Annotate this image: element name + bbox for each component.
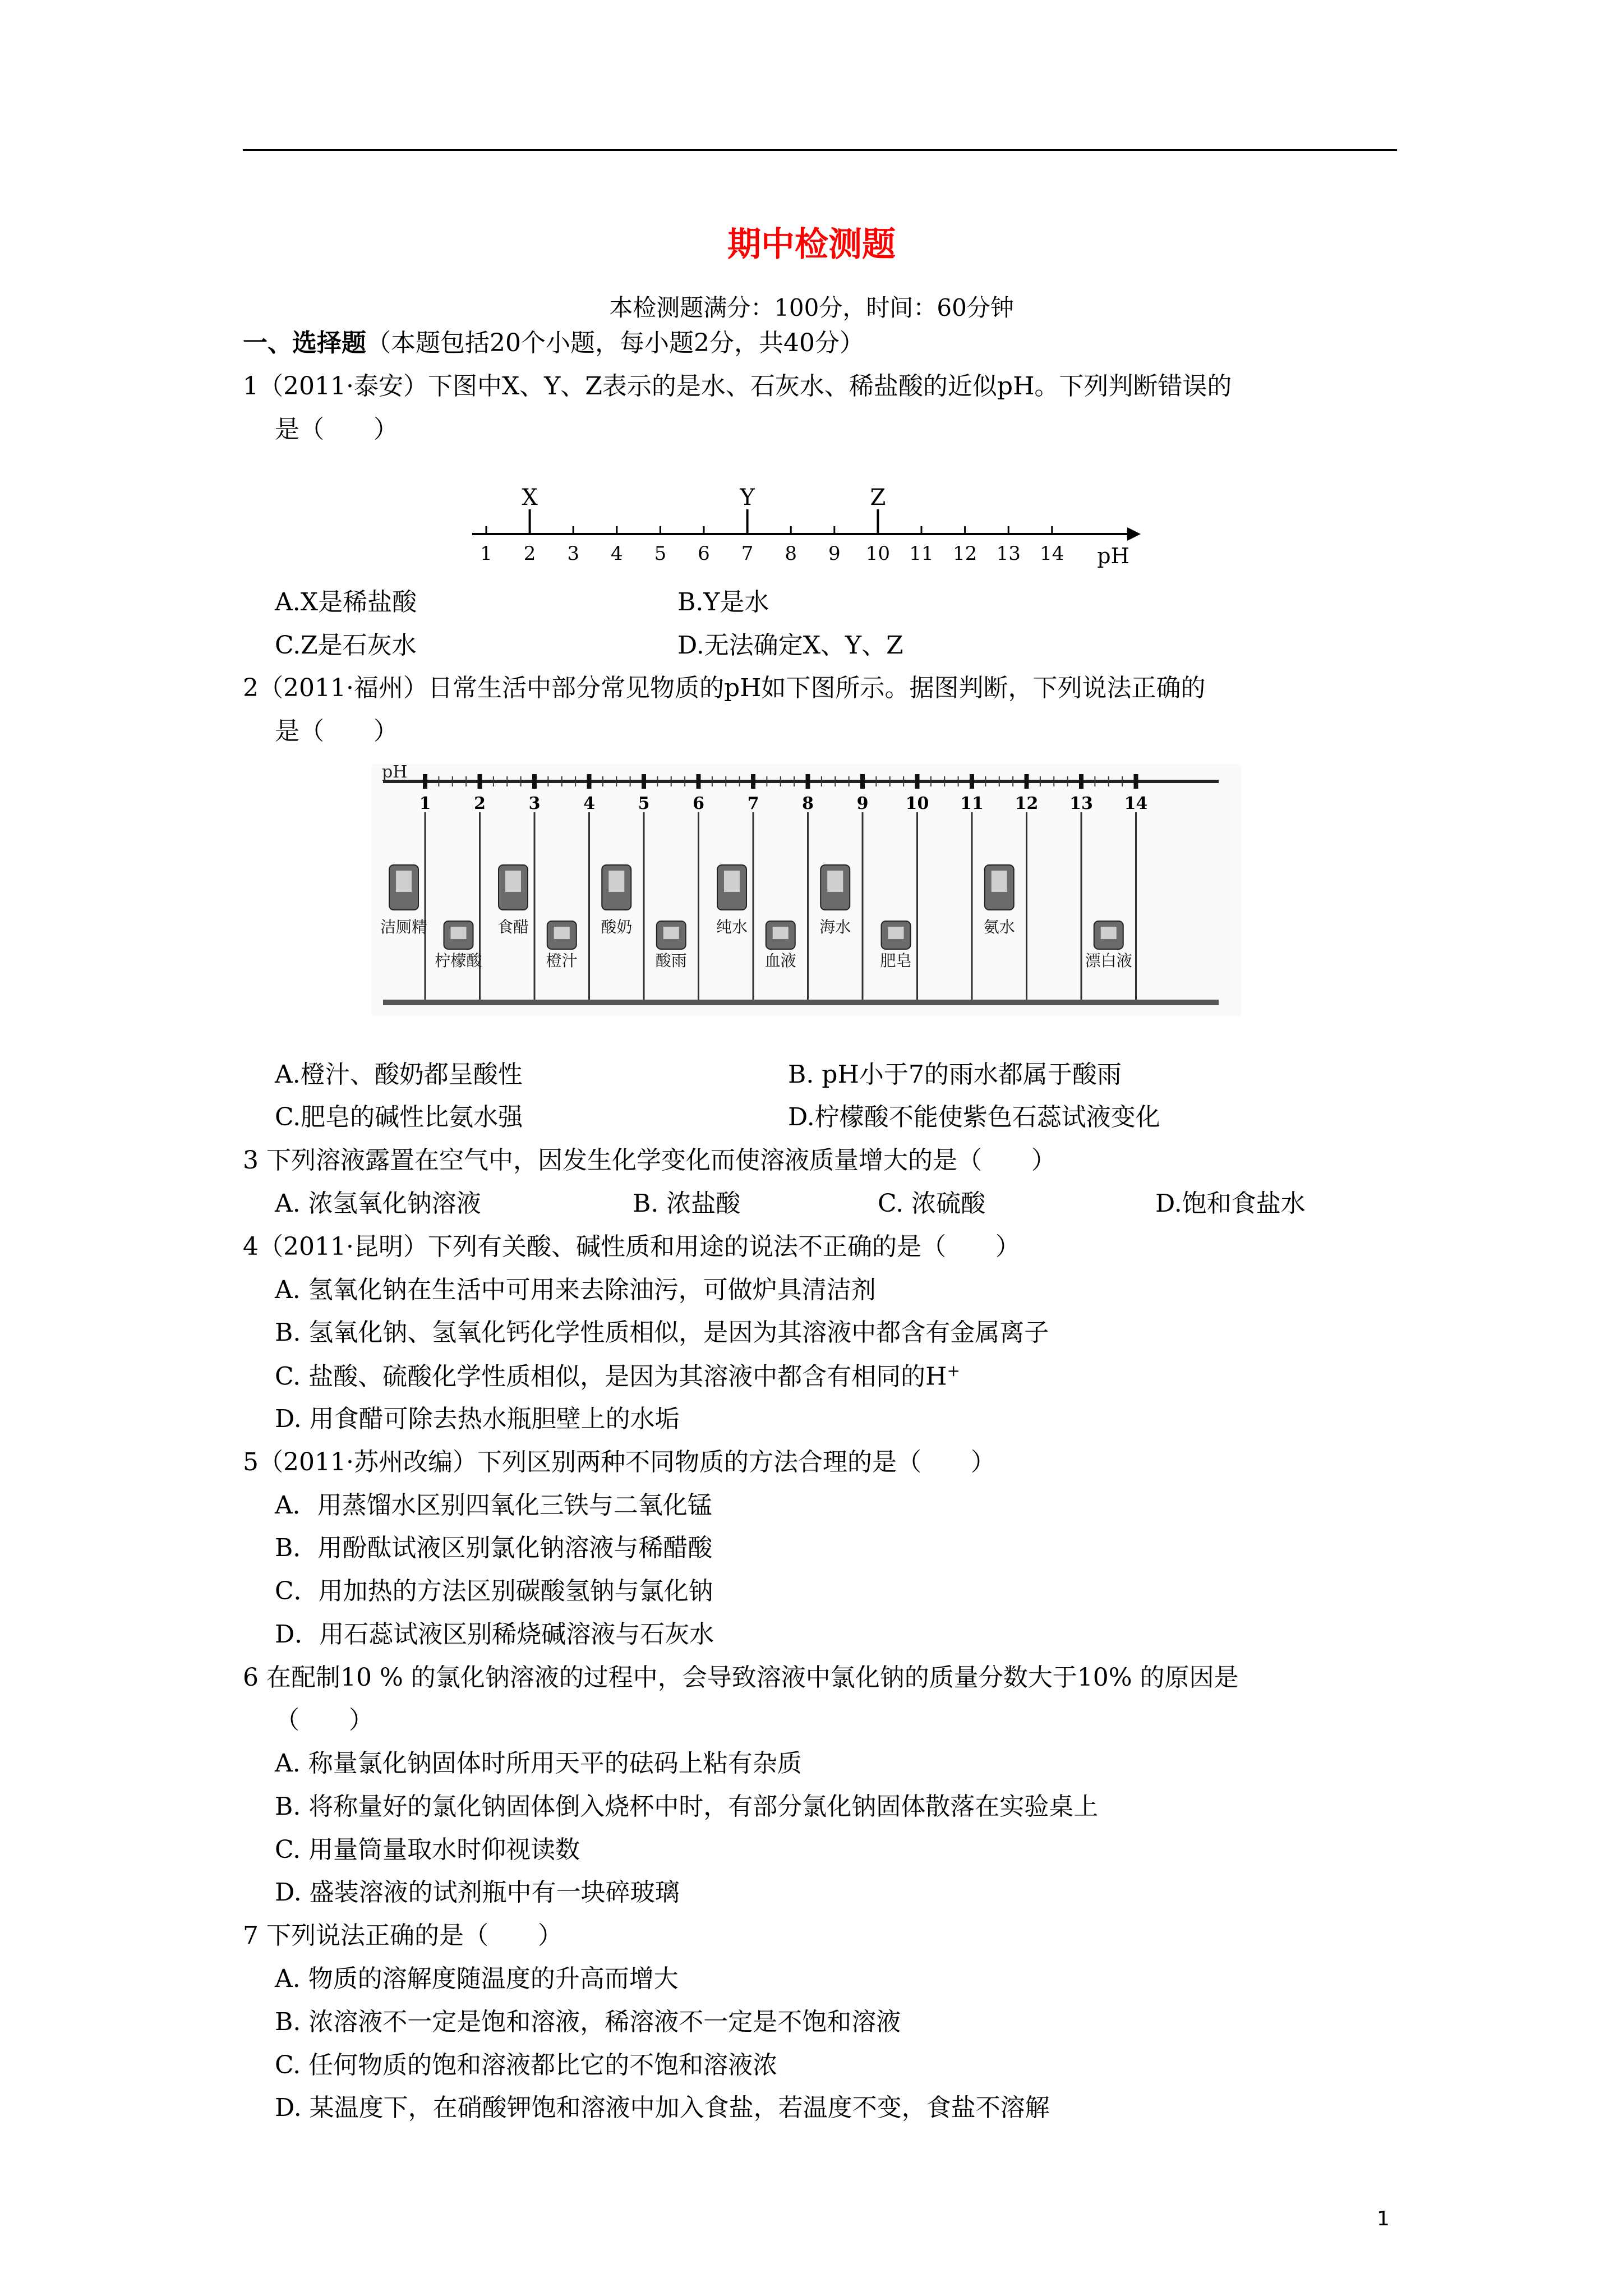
q1-tick-label: 2 <box>523 542 536 565</box>
q1-tick-label: 5 <box>654 542 667 565</box>
q2-tick-label: 7 <box>747 794 759 813</box>
q2-item-highlight <box>505 871 521 892</box>
q2-scale-axis <box>383 780 1219 783</box>
q6-option-c: C. 用量筒量取水时仰视读数 <box>275 1835 580 1864</box>
q2-scale-unit: pH <box>382 764 408 782</box>
q2-major-tick <box>915 774 920 789</box>
q2-ph-illustration <box>372 764 1241 1016</box>
q2-item-highlight <box>724 871 740 892</box>
q5-option-d: D．用石蕊试液区别稀烧碱溶液与石灰水 <box>275 1620 714 1649</box>
q2-item-label: 纯水 <box>716 918 748 936</box>
q2-tick-label: 13 <box>1069 794 1093 813</box>
q2-tick-label: 10 <box>905 794 929 813</box>
q2-major-tick <box>970 774 974 789</box>
q6-option-b: B. 将称量好的氯化钠固体倒入烧杯中时，有部分氯化钠固体散落在实验桌上 <box>275 1792 1099 1821</box>
q1-marker-label: Z <box>870 485 886 510</box>
q4-stem: 4（2011·昆明）下列有关酸、碱性质和用途的说法不正确的是（ ） <box>243 1232 1020 1261</box>
q2-major-tick <box>478 774 482 789</box>
q1-tick-label: 1 <box>480 542 492 565</box>
q2-item-highlight <box>827 871 843 892</box>
q2-option-c: C.肥皂的碱性比氨水强 <box>275 1103 523 1131</box>
q4-option-c-superscript: + <box>947 1361 960 1380</box>
q2-item <box>765 921 796 970</box>
q2-item-label: 酸雨 <box>655 951 687 970</box>
q2-item-label: 橙汁 <box>546 951 578 970</box>
q4-option-a: A. 氢氧化钠在生活中可用来去除油污，可做炉具清洁剂 <box>275 1276 876 1304</box>
q2-item-label: 洁厕精 <box>380 918 428 936</box>
q2-item <box>601 865 632 936</box>
q2-tick-label: 1 <box>419 794 431 813</box>
q2-item <box>984 865 1015 936</box>
q1-ph-scale <box>460 482 1144 578</box>
q2-tick-label: 4 <box>583 794 595 813</box>
q5-option-a: A．用蒸馏水区别四氧化三铁与二氧化锰 <box>275 1491 712 1520</box>
q2-major-tick <box>697 774 701 789</box>
q2-item-highlight <box>396 871 412 892</box>
q2-item-label: 漂白液 <box>1085 951 1132 970</box>
q2-tick-label: 2 <box>474 794 486 813</box>
q1-tick-label: 8 <box>785 542 797 565</box>
q6-option-a: A. 称量氯化钠固体时所用天平的砝码上粘有杂质 <box>275 1749 802 1778</box>
q1-scale-unit: pH <box>1097 544 1129 568</box>
q2-option-a: A.橙汁、酸奶都呈酸性 <box>275 1060 523 1089</box>
q6-option-d: D. 盛装溶液的试剂瓶中有一块碎玻璃 <box>275 1878 680 1907</box>
q2-major-tick <box>751 774 755 789</box>
q6-stem-line2: （ ） <box>275 1706 374 1734</box>
q1-tick-label: 13 <box>996 542 1021 565</box>
q7-option-c: C. 任何物质的饱和溶液都比它的不饱和溶液浓 <box>275 2051 778 2079</box>
q1-tick-label: 14 <box>1040 542 1064 565</box>
q2-option-b: B. pH小于7的雨水都属于酸雨 <box>788 1060 1122 1089</box>
q2-item-highlight <box>554 927 570 939</box>
q1-marker-label: Y <box>740 485 755 510</box>
q1-option-d: D.无法确定X、Y、Z <box>677 631 903 660</box>
q2-tick-label: 8 <box>802 794 814 813</box>
q2-item <box>656 921 687 970</box>
q2-item <box>497 865 529 936</box>
q2-tick-label: 14 <box>1124 794 1148 813</box>
q1-tick-label: 11 <box>909 542 934 565</box>
q1-stem-line1: 1（2011·泰安）下图中X、Y、Z表示的是水、石灰水、稀盐酸的近似pH。下列判断错误的 <box>243 372 1232 401</box>
q2-item <box>546 921 578 970</box>
q2-item <box>880 921 911 970</box>
exam-info: 本检测题满分：100分，时间：60分钟 <box>609 294 1014 321</box>
q2-item-label: 酸奶 <box>601 918 633 936</box>
q1-marker-label: X <box>522 485 538 510</box>
q2-tick-label: 6 <box>693 794 704 813</box>
q2-item-label: 海水 <box>819 918 851 936</box>
section-heading <box>243 329 864 358</box>
q2-major-tick <box>1134 774 1138 789</box>
q1-option-a: A.X是稀盐酸 <box>275 588 417 616</box>
q3-option-d: D.饱和食盐水 <box>1155 1189 1306 1218</box>
q2-major-tick <box>587 774 592 789</box>
q1-option-b: B.Y是水 <box>677 588 769 616</box>
q6-stem-line1: 6 在配制10 % 的氯化钠溶液的过程中，会导致溶液中氯化钠的质量分数大于10% 的原因是 <box>243 1663 1239 1692</box>
q2-item <box>380 865 427 936</box>
q2-tick-label: 12 <box>1015 794 1039 813</box>
q2-item-label: 食醋 <box>497 918 529 936</box>
q2-item-highlight <box>992 871 1007 892</box>
q2-major-tick <box>642 774 646 789</box>
q1-tick-label: 12 <box>952 542 978 565</box>
q2-tick-label: 5 <box>638 794 650 813</box>
q7-option-a: A. 物质的溶解度随温度的升高而增大 <box>275 1964 679 1993</box>
q3-option-c: C. 浓硫酸 <box>878 1189 986 1218</box>
q2-major-tick <box>423 774 427 789</box>
q1-tick-label: 6 <box>698 542 710 565</box>
q5-stem: 5（2011·苏州改编）下列区别两种不同物质的方法合理的是（ ） <box>243 1448 995 1476</box>
q2-item-highlight <box>608 871 624 892</box>
q7-option-d: D. 某温度下，在硝酸钾饱和溶液中加入食盐，若温度不变，食盐不溶解 <box>275 2093 1050 2122</box>
q2-major-tick <box>1079 774 1083 789</box>
q2-stem-line2: 是（ ） <box>275 717 398 746</box>
q5-option-c: C．用加热的方法区别碳酸氢钠与氯化钠 <box>275 1577 713 1605</box>
q2-major-tick <box>532 774 537 789</box>
q2-item-highlight <box>451 927 467 939</box>
q1-option-c: C.Z是石灰水 <box>275 631 417 660</box>
q2-tick-label: 11 <box>960 794 984 813</box>
q1-tick-label: 4 <box>610 542 623 565</box>
q1-scale-arrowhead <box>1127 527 1141 541</box>
q1-tick-label: 7 <box>741 542 754 565</box>
q7-stem: 7 下列说法正确的是（ ） <box>243 1921 562 1950</box>
section-label: 一、选择题 <box>243 329 366 357</box>
q1-stem-line2: 是（ ） <box>275 415 398 444</box>
q2-item-highlight <box>773 927 789 939</box>
q2-item-highlight <box>888 927 904 939</box>
q2-item <box>716 865 748 936</box>
q2-ground-line <box>383 1000 1219 1005</box>
q2-item-label: 血液 <box>764 951 796 970</box>
q2-item-highlight <box>663 927 679 939</box>
q3-option-a: A. 浓氢氧化钠溶液 <box>275 1189 481 1218</box>
header-rule <box>243 149 1397 151</box>
q2-item <box>819 865 851 936</box>
q2-stem-line1: 2（2011·福州）日常生活中部分常见物质的pH如下图所示。据图判断，下列说法正确的 <box>243 674 1206 702</box>
q2-tick-label: 3 <box>528 794 541 813</box>
section-note: （本题包括20个小题，每小题2分，共40分） <box>366 329 864 357</box>
page-title: 期中检测题 <box>727 225 896 264</box>
q1-tick-label: 9 <box>828 542 841 565</box>
q2-item <box>1085 921 1132 970</box>
q4-option-c: C. 盐酸、硫酸化学性质相似，是因为其溶液中都含有相同的H <box>275 1362 947 1391</box>
q4-option-d: D. 用食醋可除去热水瓶胆壁上的水垢 <box>275 1405 680 1433</box>
q1-tick-label: 10 <box>865 542 891 565</box>
q2-option-d: D.柠檬酸不能使紫色石蕊试液变化 <box>788 1103 1160 1131</box>
q1-tick-label: 3 <box>567 542 580 565</box>
q7-option-b: B. 浓溶液不一定是饱和溶液，稀溶液不一定是不饱和溶液 <box>275 2008 901 2036</box>
q5-option-b: B．用酚酞试液区别氯化钠溶液与稀醋酸 <box>275 1534 713 1562</box>
q2-major-tick <box>860 774 865 789</box>
q2-item-label: 肥皂 <box>880 951 912 970</box>
q3-option-b: B. 浓盐酸 <box>633 1189 741 1218</box>
q4-option-c-row <box>275 1361 960 1392</box>
q2-major-tick <box>806 774 810 789</box>
q4-option-b: B. 氢氧化钠、氢氧化钙化学性质相似，是因为其溶液中都含有金属离子 <box>275 1318 1049 1347</box>
q2-item <box>435 921 482 970</box>
page-number: 1 <box>1377 2207 1390 2230</box>
q2-item-highlight <box>1101 927 1117 939</box>
q2-item-label: 氨水 <box>983 918 1015 936</box>
q2-item-label: 柠檬酸 <box>435 951 482 970</box>
q2-tick-label: 9 <box>856 794 869 813</box>
q3-stem: 3 下列溶液露置在空气中，因发生化学变化而使溶液质量增大的是（ ） <box>243 1146 1056 1175</box>
q2-major-tick <box>1025 774 1029 789</box>
